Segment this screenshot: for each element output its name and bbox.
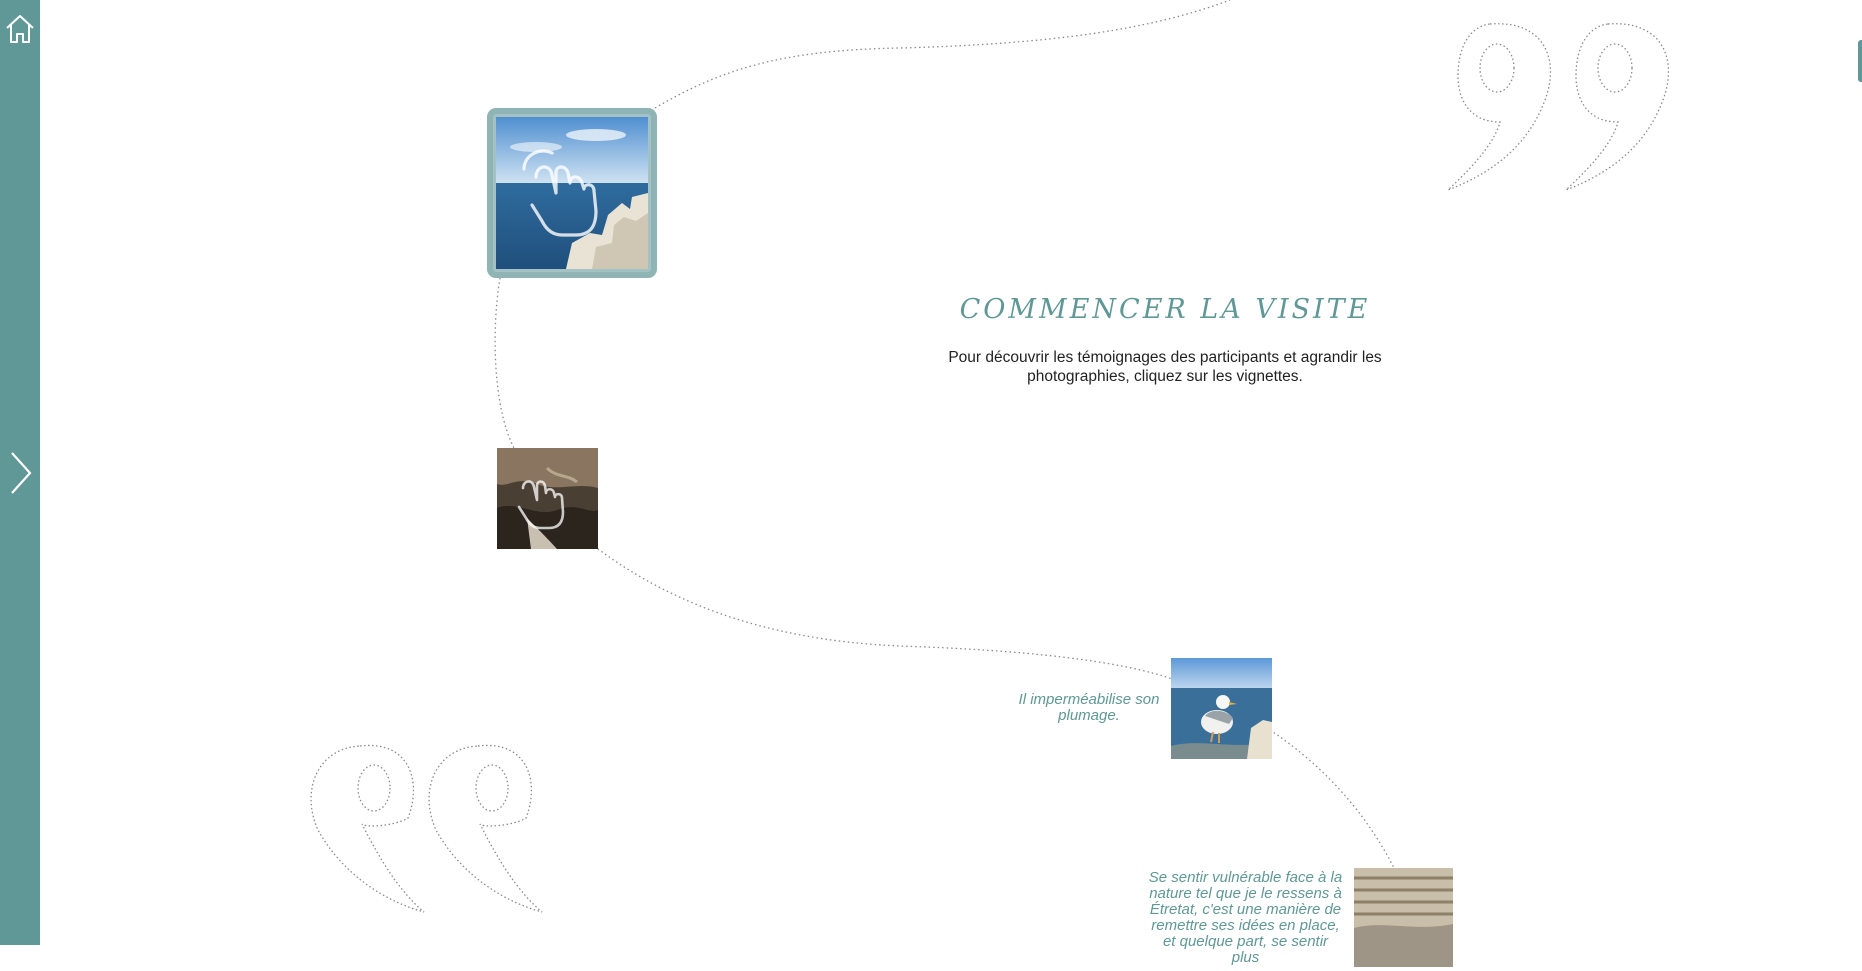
page-title: COMMENCER LA VISITE — [959, 294, 1371, 325]
quote-mark-icon — [311, 745, 542, 912]
thumbnail-seagull[interactable] — [1171, 658, 1272, 759]
intro-description: Pour découvrir les témoignages des participants et agrandir les photographies, cliquez sur les vignettes. — [948, 349, 1382, 385]
thumbnail-image — [496, 117, 648, 269]
thumbnail-rock-cave[interactable] — [497, 448, 598, 549]
thumbnail-pebble-cliff[interactable] — [1354, 868, 1453, 967]
quote-text: Se sentir vulnérable face à la nature tel que je le ressens à Étretat, c'est une manière de remettre ses idées en place, et quelque part, se sentir plus — [1148, 869, 1343, 966]
quote-text: Il imperméabilise son plumage. — [1018, 691, 1160, 724]
dotted-path-lower — [1270, 730, 1395, 870]
quote-mark-icon — [1448, 24, 1668, 190]
dotted-path-top — [655, 0, 1230, 108]
dotted-path-middle — [580, 535, 1175, 680]
dotted-path-left — [495, 278, 518, 455]
thumbnail-cliff-sea[interactable] — [487, 108, 657, 278]
